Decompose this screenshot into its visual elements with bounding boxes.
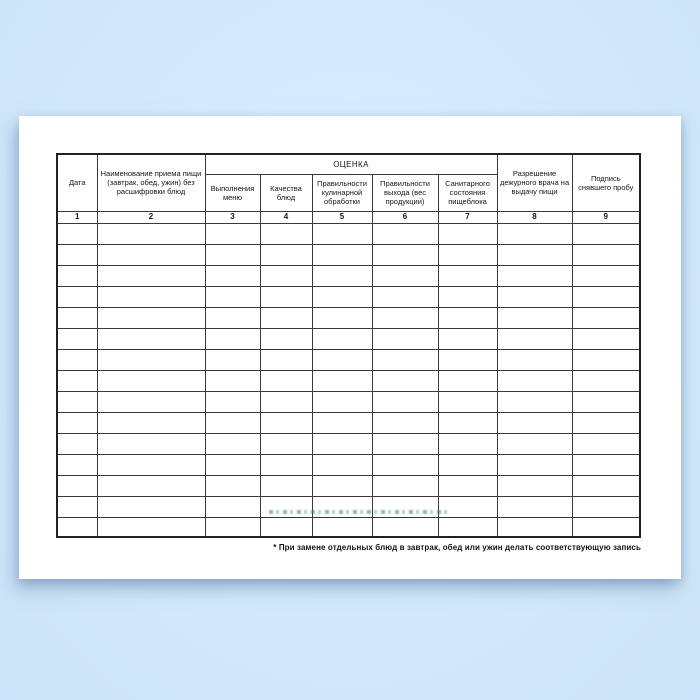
col-header-dish-quality: Качества блюд [260,174,312,211]
col-header-meal: Наименование приема пищи (завтрак, обед, ужин) без расшифровки блюд [97,154,205,211]
empty-cell [205,433,260,454]
empty-cell [57,370,97,391]
table-row [57,265,640,286]
empty-cell [205,475,260,496]
empty-cell [572,475,640,496]
empty-cell [312,370,372,391]
empty-cell [372,328,438,349]
empty-cell [497,391,572,412]
empty-cell [205,391,260,412]
empty-cell [372,412,438,433]
col-header-doctor-permission: Разрешение дежурного врача на выдачу пищи [497,154,572,211]
document-page [19,116,681,579]
empty-cell [438,517,497,537]
empty-cell [372,370,438,391]
empty-cell [372,517,438,537]
col-header-menu-fulfillment: Выполнения меню [205,174,260,211]
empty-cell [572,286,640,307]
table-row [57,475,640,496]
empty-cell [438,433,497,454]
empty-cell [572,349,640,370]
empty-cell [57,307,97,328]
empty-cell [97,307,205,328]
empty-cell [57,412,97,433]
empty-cell [438,223,497,244]
empty-cell [260,265,312,286]
empty-cell [260,223,312,244]
empty-cell [260,517,312,537]
empty-cell [205,349,260,370]
empty-cell [572,328,640,349]
empty-cell [312,391,372,412]
empty-cell [205,454,260,475]
empty-cell [57,433,97,454]
empty-cell [260,286,312,307]
column-number: 3 [205,211,260,223]
column-number: 1 [57,211,97,223]
empty-cell [260,370,312,391]
empty-cell [205,244,260,265]
header-row-top [57,154,640,174]
empty-cell [372,244,438,265]
empty-cell [372,433,438,454]
empty-cell [205,370,260,391]
empty-cell [97,433,205,454]
empty-cell [497,223,572,244]
empty-cell [97,223,205,244]
empty-cell [205,286,260,307]
empty-cell [572,496,640,517]
empty-cell [205,265,260,286]
empty-cell [312,349,372,370]
empty-cell [97,286,205,307]
watermark-strip [269,510,447,514]
empty-cell [438,349,497,370]
col-header-date: Дата [57,154,97,211]
empty-cell [438,454,497,475]
table-row [57,370,640,391]
empty-cell [372,307,438,328]
empty-cell [497,244,572,265]
empty-cell [57,391,97,412]
empty-cell [57,223,97,244]
column-number: 8 [497,211,572,223]
col-header-output-correctness: Правильности выхода (вес продукции) [372,174,438,211]
empty-cell [372,454,438,475]
empty-cell [438,286,497,307]
table-row [57,454,640,475]
empty-cell [497,412,572,433]
empty-cell [572,244,640,265]
empty-cell [57,496,97,517]
empty-cell [497,496,572,517]
empty-cell [57,328,97,349]
empty-cell [97,412,205,433]
empty-cell [372,265,438,286]
empty-cell [497,286,572,307]
empty-cell [260,433,312,454]
empty-cell [372,223,438,244]
empty-cell [205,328,260,349]
footnote: * При замене отдельных блюд в завтрак, обед или ужин делать соответствующую запись [273,543,641,552]
empty-cell [97,370,205,391]
empty-cell [97,496,205,517]
table-row [57,286,640,307]
empty-cell [57,517,97,537]
empty-cell [438,412,497,433]
empty-cell [438,391,497,412]
empty-cell [572,223,640,244]
empty-cell [260,475,312,496]
empty-cell [57,286,97,307]
empty-cell [497,349,572,370]
empty-cell [438,475,497,496]
table-row [57,328,640,349]
empty-cell [57,265,97,286]
empty-cell [57,454,97,475]
empty-cell [572,433,640,454]
empty-cell [205,223,260,244]
empty-cell [438,370,497,391]
empty-cell [312,265,372,286]
column-number: 6 [372,211,438,223]
empty-cell [312,223,372,244]
empty-cell [497,433,572,454]
empty-cell [497,454,572,475]
empty-cell [312,328,372,349]
empty-cell [312,517,372,537]
empty-cell [260,244,312,265]
table-row [57,244,640,265]
column-number: 2 [97,211,205,223]
empty-cell [572,454,640,475]
empty-cell [572,370,640,391]
empty-cell [260,307,312,328]
empty-cell [438,307,497,328]
col-group-header-evaluation: ОЦЕНКА [205,154,497,174]
empty-cell [97,391,205,412]
empty-cell [572,307,640,328]
empty-cell [572,265,640,286]
empty-cell [260,412,312,433]
empty-cell [205,307,260,328]
table-row [57,391,640,412]
empty-cell [572,391,640,412]
table-row [57,223,640,244]
empty-cell [260,454,312,475]
empty-cell [57,475,97,496]
col-header-sanitary-state: Санитарного состояния пищеблока [438,174,497,211]
empty-cell [97,328,205,349]
empty-cell [372,391,438,412]
empty-cell [497,265,572,286]
empty-cell [205,496,260,517]
empty-cell [312,286,372,307]
empty-cell [57,349,97,370]
empty-cell [260,349,312,370]
empty-cell [438,328,497,349]
empty-cell [372,349,438,370]
empty-cell [205,412,260,433]
column-number: 7 [438,211,497,223]
empty-cell [497,328,572,349]
table-row [57,349,640,370]
empty-cell [97,517,205,537]
table-row [57,433,640,454]
empty-cell [312,433,372,454]
empty-cell [497,475,572,496]
empty-cell [438,244,497,265]
empty-cell [97,454,205,475]
empty-cell [97,265,205,286]
column-number: 9 [572,211,640,223]
empty-cell [260,391,312,412]
empty-cell [572,517,640,537]
empty-cell [97,244,205,265]
empty-cell [312,475,372,496]
empty-cell [372,286,438,307]
empty-cell [312,454,372,475]
empty-cell [312,307,372,328]
table-row [57,517,640,537]
col-header-cooking-correctness: Правильности кулинарной обработки [312,174,372,211]
col-header-sample-signature: Подпись снявшего пробу [572,154,640,211]
empty-cell [205,517,260,537]
empty-cell [312,244,372,265]
column-number-row [57,211,640,223]
empty-cell [438,265,497,286]
empty-cell [497,370,572,391]
empty-cell [57,244,97,265]
column-number: 4 [260,211,312,223]
empty-cell [372,475,438,496]
empty-cell [97,349,205,370]
empty-cell [497,517,572,537]
empty-cell [312,412,372,433]
table-row [57,412,640,433]
empty-cell [260,328,312,349]
empty-cell [497,307,572,328]
empty-cell [572,412,640,433]
table-row [57,307,640,328]
empty-cell [97,475,205,496]
column-number: 5 [312,211,372,223]
food-quality-journal-table [56,153,641,538]
